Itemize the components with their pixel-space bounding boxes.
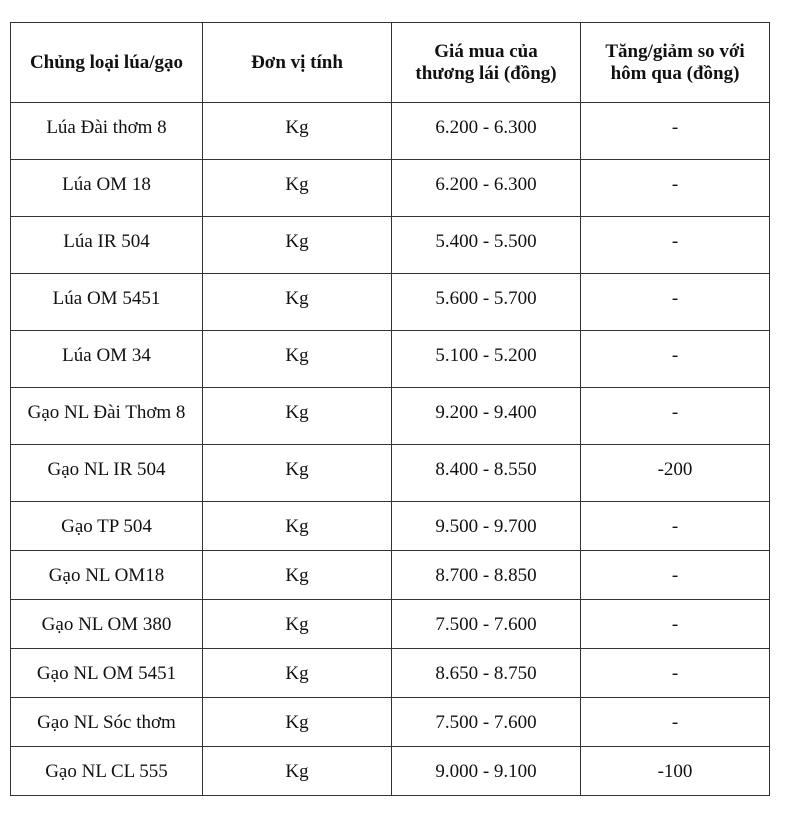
table-row bbox=[11, 388, 770, 445]
cell-rice-type: Gạo NL Đài Thơm 8 bbox=[11, 388, 203, 445]
table-row bbox=[11, 698, 770, 747]
cell-rice-type: Gạo NL OM 5451 bbox=[11, 649, 203, 698]
cell-unit: Kg bbox=[203, 551, 392, 600]
table-header-row bbox=[11, 23, 770, 103]
header-trader-price bbox=[392, 23, 581, 103]
cell-rice-type: Lúa IR 504 bbox=[11, 217, 203, 274]
cell-rice-type: Lúa Đài thơm 8 bbox=[11, 103, 203, 160]
cell-price: 9.000 - 9.100 bbox=[392, 747, 581, 796]
header-unit-line-1: Đơn vị tính bbox=[251, 51, 343, 73]
cell-change: - bbox=[581, 331, 770, 388]
cell-change: - bbox=[581, 274, 770, 331]
cell-unit: Kg bbox=[203, 502, 392, 551]
cell-change: - bbox=[581, 502, 770, 551]
cell-price: 6.200 - 6.300 bbox=[392, 103, 581, 160]
cell-unit: Kg bbox=[203, 649, 392, 698]
cell-change: - bbox=[581, 551, 770, 600]
cell-rice-type: Gạo TP 504 bbox=[11, 502, 203, 551]
cell-rice-type: Lúa OM 18 bbox=[11, 160, 203, 217]
cell-price: 5.600 - 5.700 bbox=[392, 274, 581, 331]
cell-change: -200 bbox=[581, 445, 770, 502]
cell-change: - bbox=[581, 698, 770, 747]
header-change-line-2: hôm qua (đồng) bbox=[610, 62, 740, 84]
cell-change: - bbox=[581, 160, 770, 217]
cell-rice-type: Gạo NL IR 504 bbox=[11, 445, 203, 502]
cell-price: 9.200 - 9.400 bbox=[392, 388, 581, 445]
cell-unit: Kg bbox=[203, 747, 392, 796]
cell-unit: Kg bbox=[203, 103, 392, 160]
header-unit bbox=[203, 23, 392, 103]
table-row bbox=[11, 274, 770, 331]
cell-unit: Kg bbox=[203, 160, 392, 217]
rice-price-table bbox=[10, 22, 770, 796]
cell-price: 8.400 - 8.550 bbox=[392, 445, 581, 502]
table-row bbox=[11, 445, 770, 502]
cell-unit: Kg bbox=[203, 217, 392, 274]
cell-rice-type: Gạo NL Sóc thơm bbox=[11, 698, 203, 747]
cell-unit: Kg bbox=[203, 445, 392, 502]
table-row bbox=[11, 217, 770, 274]
header-trader-price-line-2: thương lái (đồng) bbox=[415, 62, 557, 84]
header-rice-type-line-1: Chủng loại lúa/gạo bbox=[29, 51, 184, 73]
cell-unit: Kg bbox=[203, 600, 392, 649]
table-row bbox=[11, 103, 770, 160]
cell-unit: Kg bbox=[203, 698, 392, 747]
cell-unit: Kg bbox=[203, 274, 392, 331]
cell-change: - bbox=[581, 217, 770, 274]
cell-rice-type: Lúa OM 5451 bbox=[11, 274, 203, 331]
table-row bbox=[11, 160, 770, 217]
table-row bbox=[11, 600, 770, 649]
cell-price: 5.100 - 5.200 bbox=[392, 331, 581, 388]
cell-rice-type: Gạo NL OM18 bbox=[11, 551, 203, 600]
cell-price: 5.400 - 5.500 bbox=[392, 217, 581, 274]
table-row bbox=[11, 502, 770, 551]
table-row bbox=[11, 747, 770, 796]
header-trader-price-line-1: Giá mua của bbox=[434, 40, 538, 62]
table-row bbox=[11, 551, 770, 600]
cell-change: - bbox=[581, 103, 770, 160]
cell-price: 7.500 - 7.600 bbox=[392, 600, 581, 649]
cell-price: 8.700 - 8.850 bbox=[392, 551, 581, 600]
cell-unit: Kg bbox=[203, 388, 392, 445]
header-change-line-1: Tăng/giảm so với bbox=[605, 40, 745, 62]
cell-price: 6.200 - 6.300 bbox=[392, 160, 581, 217]
cell-rice-type: Gạo NL OM 380 bbox=[11, 600, 203, 649]
cell-price: 7.500 - 7.600 bbox=[392, 698, 581, 747]
cell-change: - bbox=[581, 649, 770, 698]
cell-change: -100 bbox=[581, 747, 770, 796]
cell-price: 9.500 - 9.700 bbox=[392, 502, 581, 551]
header-change-vs-yesterday bbox=[581, 23, 770, 103]
cell-unit: Kg bbox=[203, 331, 392, 388]
cell-change: - bbox=[581, 388, 770, 445]
cell-change: - bbox=[581, 600, 770, 649]
cell-rice-type: Lúa OM 34 bbox=[11, 331, 203, 388]
cell-price: 8.650 - 8.750 bbox=[392, 649, 581, 698]
rice-price-table-container bbox=[10, 22, 770, 796]
header-rice-type bbox=[11, 23, 203, 103]
table-row bbox=[11, 649, 770, 698]
cell-rice-type: Gạo NL CL 555 bbox=[11, 747, 203, 796]
table-row bbox=[11, 331, 770, 388]
